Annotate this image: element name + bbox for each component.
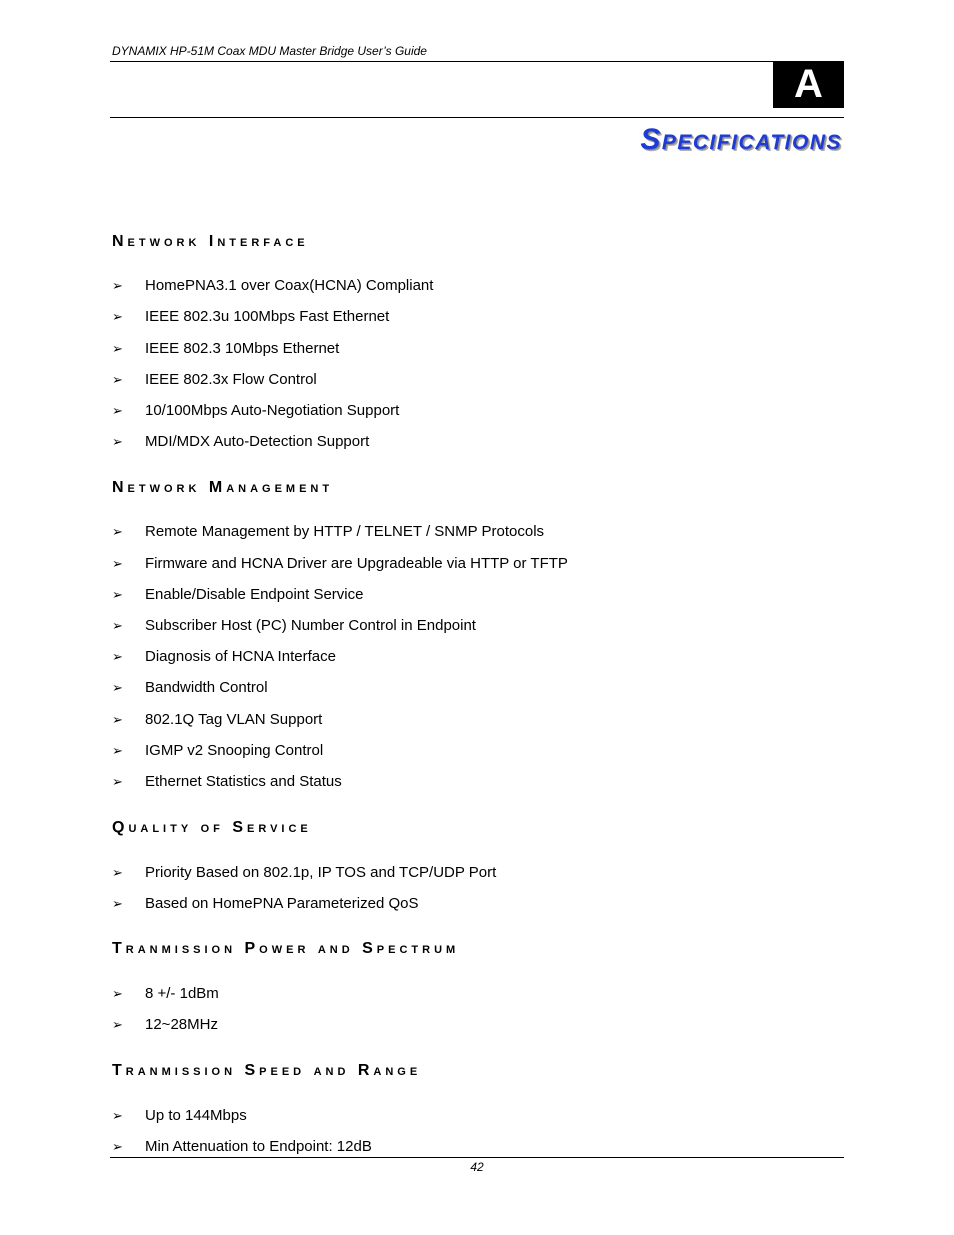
arrowhead-bullet-icon: ➢ xyxy=(112,403,123,418)
section-heading-transmission-speed-range: Tranmission Speed and Range xyxy=(112,1062,422,1079)
list-item-text: Priority Based on 802.1p, IP TOS and TCP/UDP Port xyxy=(145,864,497,881)
arrowhead-bullet-icon: ➢ xyxy=(112,743,123,758)
running-header: DYNAMIX HP-51M Coax MDU Master Bridge User’s Guide xyxy=(112,44,427,58)
arrowhead-bullet-icon: ➢ xyxy=(112,680,123,695)
list-item-text: Bandwidth Control xyxy=(145,679,268,696)
list-item-text: IEEE 802.3x Flow Control xyxy=(145,371,317,388)
list-item-text: 10/100Mbps Auto-Negotiation Support xyxy=(145,402,400,419)
arrowhead-bullet-icon: ➢ xyxy=(112,556,123,571)
arrowhead-bullet-icon: ➢ xyxy=(112,1017,123,1032)
arrowhead-bullet-icon: ➢ xyxy=(112,524,123,539)
section-heading-network-management: Network Management xyxy=(112,479,334,496)
footer-rule xyxy=(110,1157,844,1158)
list-item-text: IEEE 802.3u 100Mbps Fast Ethernet xyxy=(145,308,390,325)
list-item-text: 802.1Q Tag VLAN Support xyxy=(145,711,323,728)
page-number: 42 xyxy=(470,1160,484,1174)
arrowhead-bullet-icon: ➢ xyxy=(112,774,123,789)
list-item-text: IEEE 802.3 10Mbps Ethernet xyxy=(145,340,340,357)
page-title: Specifications xyxy=(640,123,842,156)
list-item-text: Up to 144Mbps xyxy=(145,1107,247,1124)
list-item-text: HomePNA3.1 over Coax(HCNA) Compliant xyxy=(145,277,434,294)
arrowhead-bullet-icon: ➢ xyxy=(112,309,123,324)
arrowhead-bullet-icon: ➢ xyxy=(112,587,123,602)
list-item-text: Remote Management by HTTP / TELNET / SNMP Protocols xyxy=(145,523,545,540)
header-rule xyxy=(110,61,844,62)
arrowhead-bullet-icon: ➢ xyxy=(112,1139,123,1154)
list-item-text: IGMP v2 Snooping Control xyxy=(145,742,324,759)
section-heading-transmission-power-spectrum: Tranmission Power and Spectrum xyxy=(112,940,460,957)
arrowhead-bullet-icon: ➢ xyxy=(112,372,123,387)
arrowhead-bullet-icon: ➢ xyxy=(112,434,123,449)
arrowhead-bullet-icon: ➢ xyxy=(112,712,123,727)
arrowhead-bullet-icon: ➢ xyxy=(112,865,123,880)
arrowhead-bullet-icon: ➢ xyxy=(112,649,123,664)
list-item-text: Min Attenuation to Endpoint: 12dB xyxy=(145,1138,372,1155)
list-item-text: 12~28MHz xyxy=(145,1016,218,1033)
title-rule xyxy=(110,117,844,118)
list-item-text: 8 +/- 1dBm xyxy=(145,985,219,1002)
list-item-text: Firmware and HCNA Driver are Upgradeable via HTTP or TFTP xyxy=(145,555,568,572)
appendix-letter-box: A xyxy=(773,61,844,108)
section-heading-network-interface: Network Interface xyxy=(112,233,309,250)
section-heading-quality-of-service: Quality of Service xyxy=(112,819,312,836)
arrowhead-bullet-icon: ➢ xyxy=(112,896,123,911)
arrowhead-bullet-icon: ➢ xyxy=(112,278,123,293)
arrowhead-bullet-icon: ➢ xyxy=(112,986,123,1001)
list-item-text: Enable/Disable Endpoint Service xyxy=(145,586,364,603)
arrowhead-bullet-icon: ➢ xyxy=(112,618,123,633)
list-item-text: Diagnosis of HCNA Interface xyxy=(145,648,336,665)
list-item-text: MDI/MDX Auto-Detection Support xyxy=(145,433,370,450)
list-item-text: Subscriber Host (PC) Number Control in Endpoint xyxy=(145,617,476,634)
list-item-text: Based on HomePNA Parameterized QoS xyxy=(145,895,419,912)
list-item-text: Ethernet Statistics and Status xyxy=(145,773,342,790)
arrowhead-bullet-icon: ➢ xyxy=(112,341,123,356)
arrowhead-bullet-icon: ➢ xyxy=(112,1108,123,1123)
